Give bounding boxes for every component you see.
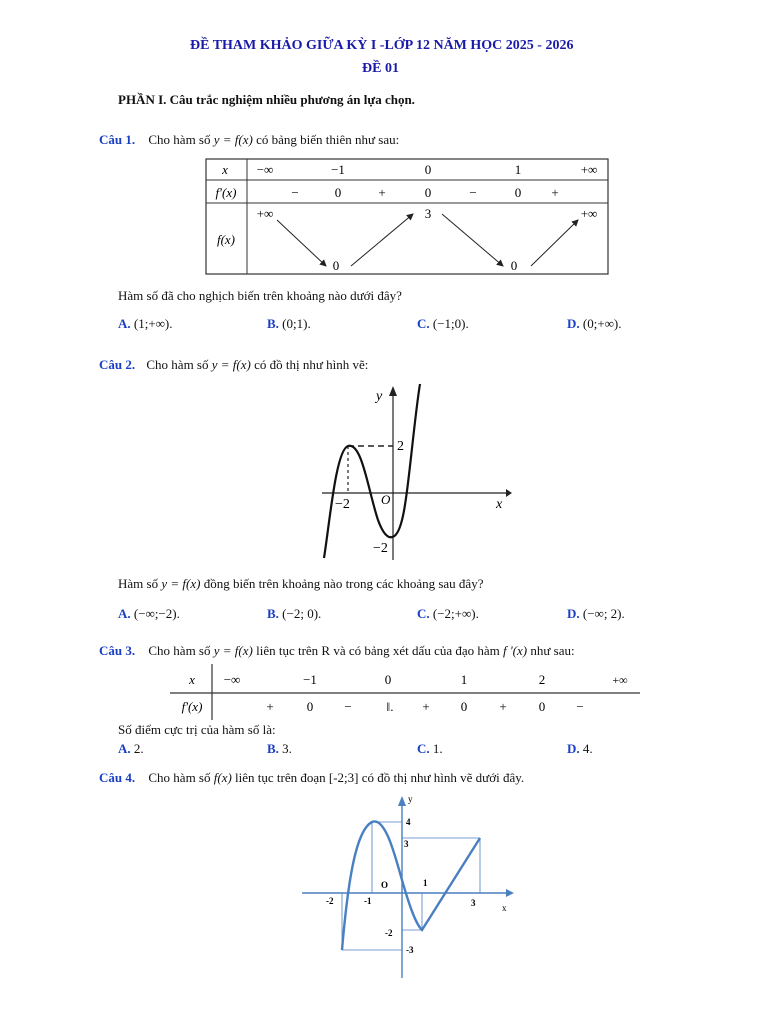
question-2-text-post: có đồ thị như hình vẽ:	[254, 357, 369, 372]
q3-option-a[interactable]	[118, 741, 144, 757]
question-3-text-mid: liên tục trên R và có bảng xét dấu của đạo hàm	[256, 643, 500, 658]
st-fp-zero-3: 0	[538, 699, 546, 714]
q3-option-d-key: D.	[567, 741, 580, 756]
vt-f-header: f(x)	[216, 232, 236, 247]
question-3-stem	[99, 643, 575, 659]
question-2-prompt	[118, 576, 483, 592]
q3-option-b-key: B.	[267, 741, 279, 756]
vt-x-neg-inf: −∞	[256, 162, 274, 177]
function-graph-q4	[296, 790, 518, 980]
q2-option-d-key: D.	[567, 606, 580, 621]
q1-option-d-key: D.	[567, 316, 580, 331]
q2-option-d[interactable]	[567, 606, 625, 622]
st-x-1: 1	[460, 672, 468, 687]
vt-x-header: x	[222, 162, 228, 177]
vt-fp-sign-1: −	[291, 185, 299, 200]
q3-option-c[interactable]	[417, 741, 443, 757]
q3-option-d[interactable]	[567, 741, 593, 757]
question-4-text-pre: Cho hàm số	[148, 770, 211, 785]
question-2-prompt-post: đồng biến trên khoảng nào trong các khoảng sau đây?	[203, 576, 484, 591]
question-2-text-pre: Cho hàm số	[146, 357, 209, 372]
x-tick-neg2: -2	[326, 896, 334, 906]
piecewise-curve	[342, 821, 480, 950]
q2-option-c[interactable]	[417, 606, 479, 622]
q1-option-a-value: (1;+∞).	[133, 316, 173, 331]
vt-fp-zero-2: 0	[424, 185, 432, 200]
q2-option-a[interactable]	[118, 606, 180, 622]
vt-x-pos-inf: +∞	[580, 162, 598, 177]
origin-label: O	[381, 880, 389, 890]
vt-x-0: 0	[424, 162, 432, 177]
q2-option-d-value: (−∞; 2).	[582, 606, 625, 621]
vt-x-neg1: −1	[331, 162, 345, 177]
st-fp-zero-2: 0	[460, 699, 468, 714]
vt-fp-sign-4: +	[551, 185, 559, 200]
x-tick-neg1: -1	[364, 896, 372, 906]
q2-option-b-key: B.	[267, 606, 279, 621]
exam-code: ĐỀ 01	[362, 61, 399, 76]
question-2-stem	[99, 357, 368, 373]
question-4-stem	[99, 770, 524, 786]
sign-table	[170, 664, 642, 720]
vt-f-val-2: 0	[332, 258, 340, 273]
question-1-text-pre: Cho hàm số	[148, 132, 211, 147]
q3-option-d-value: 4.	[582, 741, 593, 756]
q1-option-a[interactable]	[118, 316, 173, 332]
vt-arrow-down-1	[277, 220, 326, 266]
vt-fp-zero-1: 0	[334, 185, 342, 200]
st-fp-header: f'(x)	[181, 699, 203, 714]
st-fp-sign-3: +	[422, 699, 430, 714]
vt-f-val-4: 0	[510, 258, 518, 273]
q3-option-b-value: 3.	[282, 741, 292, 756]
st-x-0: 0	[384, 672, 392, 687]
vt-f-val-1: +∞	[256, 206, 274, 221]
origin-label: O	[381, 492, 391, 507]
q1-option-b[interactable]	[267, 316, 311, 332]
vt-arrow-up-1	[351, 214, 413, 266]
vt-f-val-3: 3	[424, 206, 432, 221]
q2-option-b[interactable]	[267, 606, 321, 622]
q1-option-d[interactable]	[567, 316, 622, 332]
question-2-prompt-formula: y = f(x)	[161, 576, 201, 591]
st-x-2: 2	[538, 672, 546, 687]
vt-arrow-up-2	[531, 220, 578, 266]
vt-x-1: 1	[514, 162, 522, 177]
st-x-header: x	[189, 672, 195, 687]
y-axis-label: y	[376, 389, 383, 404]
section-heading: PHẦN I. Câu trắc nghiệm nhiều phương án lựa chọn.	[118, 92, 415, 107]
st-fp-undefined: ‖.	[386, 699, 394, 714]
question-4-label: Câu 4.	[99, 770, 136, 785]
st-fp-sign-4: +	[499, 699, 507, 714]
function-graph-q2	[318, 380, 518, 562]
y-tick-neg2: -2	[385, 928, 393, 938]
q2-option-a-key: A.	[118, 606, 131, 621]
x-tick-1: 1	[423, 878, 428, 888]
y-tick-3: 3	[404, 839, 409, 849]
st-x-pos-inf: +∞	[612, 673, 628, 687]
q3-option-c-value: 1.	[432, 741, 443, 756]
vt-fp-header: f′(x)	[215, 185, 237, 200]
y-axis-label: y	[408, 794, 413, 804]
question-1-stem	[99, 132, 399, 148]
q1-option-c[interactable]	[417, 316, 469, 332]
q1-option-b-value: (0;1).	[282, 316, 311, 331]
x-tick-3: 3	[471, 898, 476, 908]
q1-option-c-value: (−1;0).	[432, 316, 469, 331]
vt-fp-zero-3: 0	[514, 185, 522, 200]
q1-option-c-key: C.	[417, 316, 430, 331]
q3-option-c-key: C.	[417, 741, 430, 756]
st-fp-zero-1: 0	[306, 699, 314, 714]
question-1-prompt: Hàm số đã cho nghịch biến trên khoảng nào dưới đây?	[118, 288, 402, 303]
x-tick-neg2: −2	[335, 497, 350, 512]
question-4-text-post: liên tục trên đoạn [-2;3] có đồ thị như hình vẽ dưới đây.	[235, 770, 525, 785]
question-3-label: Câu 3.	[99, 643, 136, 658]
st-fp-sign-2: −	[344, 699, 352, 714]
st-fp-sign-5: −	[576, 699, 584, 714]
variation-table	[205, 158, 609, 276]
q1-option-a-key: A.	[118, 316, 131, 331]
question-2-prompt-pre: Hàm số	[118, 576, 159, 591]
q2-option-b-value: (−2; 0).	[282, 606, 322, 621]
question-1-text-post: có bảng biến thiên như sau:	[256, 132, 400, 147]
st-fp-sign-1: +	[266, 699, 274, 714]
y-tick-neg3: -3	[406, 945, 414, 955]
y-tick-2: 2	[397, 439, 404, 454]
q3-option-b[interactable]	[267, 741, 292, 757]
question-3-prompt: Số điểm cực trị của hàm số là:	[118, 722, 276, 737]
q2-option-c-value: (−2;+∞).	[432, 606, 479, 621]
st-x-neg1: −1	[303, 672, 317, 687]
question-3-text-pre: Cho hàm số	[148, 643, 211, 658]
vt-fp-sign-3: −	[469, 185, 477, 200]
vt-arrow-down-2	[442, 214, 503, 266]
question-4-formula: f(x)	[213, 770, 232, 785]
q1-option-d-value: (0;+∞).	[582, 316, 622, 331]
st-x-neg-inf: −∞	[223, 672, 241, 687]
vt-fp-sign-2: +	[378, 185, 386, 200]
cubic-curve	[324, 384, 420, 558]
q1-option-b-key: B.	[267, 316, 279, 331]
q2-option-a-value: (−∞;−2).	[133, 606, 180, 621]
y-tick-neg2: −2	[373, 541, 388, 556]
q3-option-a-value: 2.	[133, 741, 144, 756]
q3-option-a-key: A.	[118, 741, 131, 756]
question-1-formula: y = f(x)	[213, 132, 253, 147]
question-3-formula: y = f(x)	[213, 643, 253, 658]
question-2-formula: y = f(x)	[211, 357, 251, 372]
question-1-label: Câu 1.	[99, 132, 136, 147]
x-axis-label: x	[496, 497, 503, 512]
question-3-text-post: như sau:	[530, 643, 575, 658]
y-tick-4: 4	[406, 817, 411, 827]
vt-f-val-5: +∞	[580, 206, 598, 221]
x-axis-label: x	[502, 903, 507, 913]
exam-title: ĐỀ THAM KHẢO GIỮA KỲ I -LỚP 12 NĂM HỌC 2025 - 2026	[190, 38, 574, 53]
question-2-label: Câu 2.	[99, 357, 136, 372]
q2-option-c-key: C.	[417, 606, 430, 621]
question-3-formula-2: f '(x)	[503, 643, 528, 658]
